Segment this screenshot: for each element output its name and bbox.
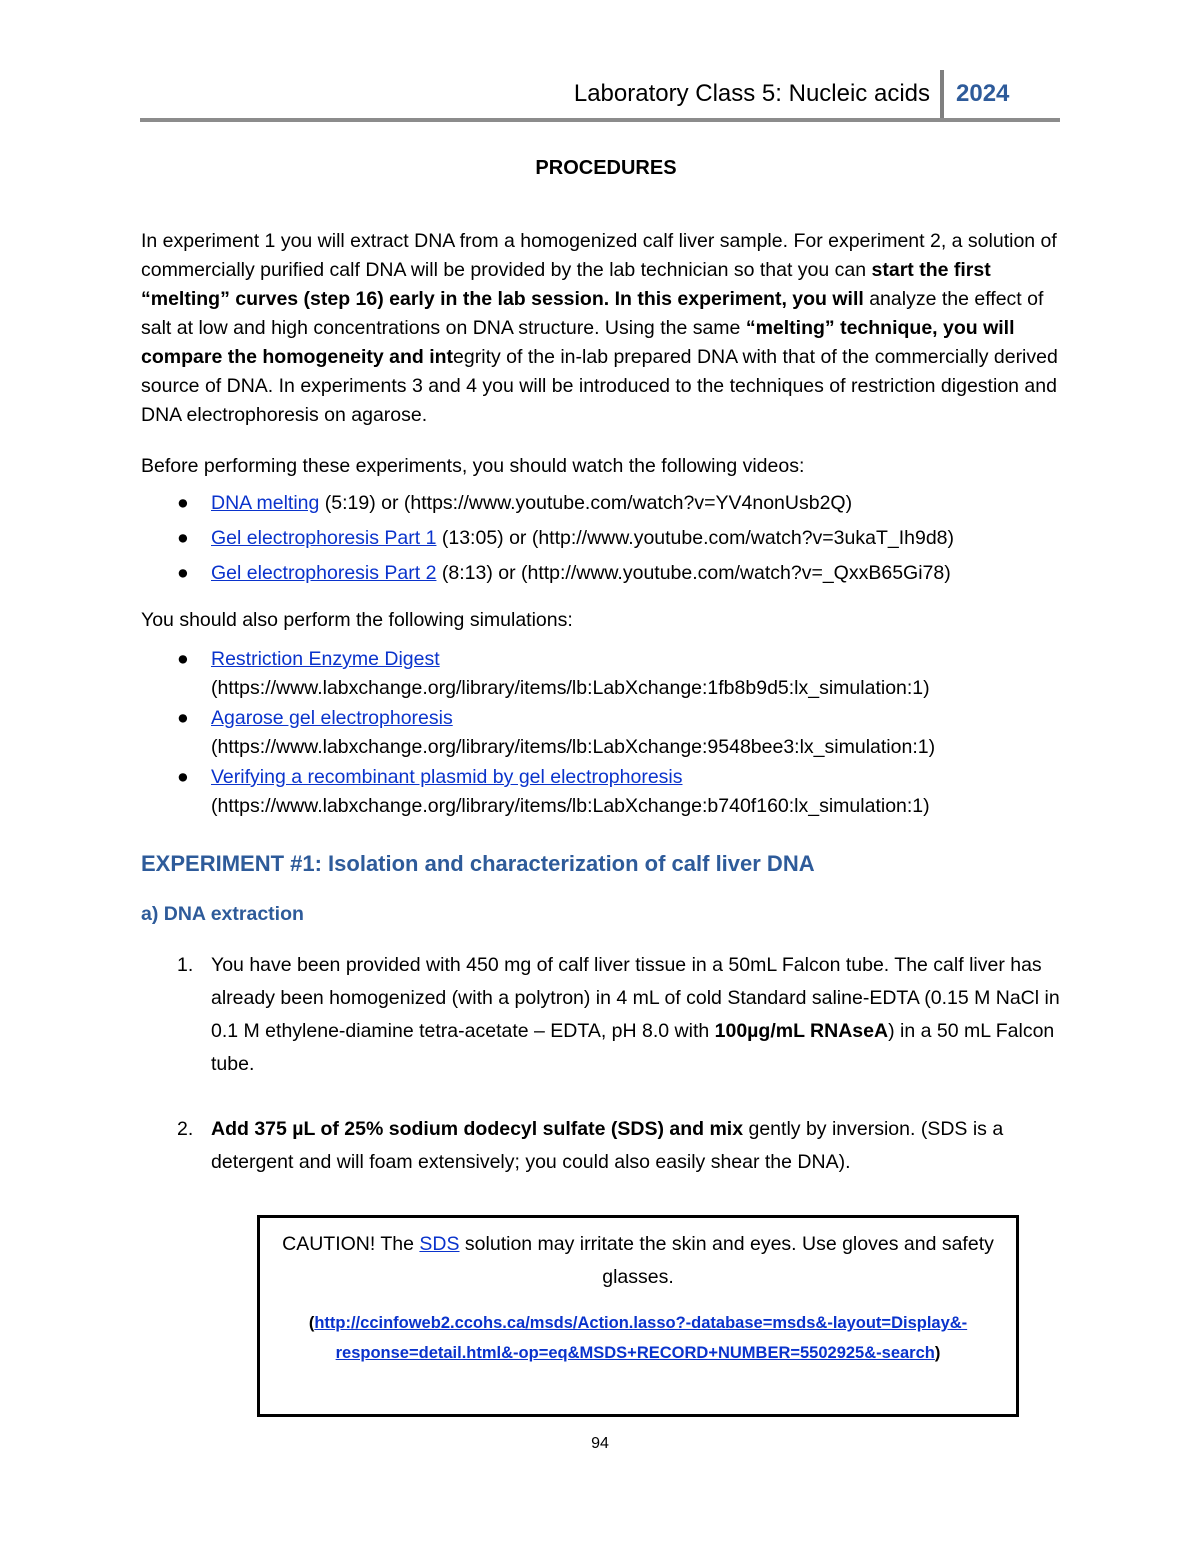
- page-header: [140, 70, 1060, 120]
- bullet-icon: ●: [177, 492, 189, 514]
- step-number: 2.: [177, 1118, 194, 1140]
- video-link-gel-part-2[interactable]: Gel electrophoresis Part 2: [211, 562, 437, 584]
- header-rule: [140, 118, 1060, 122]
- videos-intro: Before performing these experiments, you should watch the following videos:: [141, 455, 805, 477]
- sim-link-agarose-gel[interactable]: Agarose gel electrophoresis: [211, 707, 453, 729]
- intro-paragraph: [141, 227, 1071, 430]
- list-item: [141, 763, 1071, 821]
- bullet-icon: ●: [177, 562, 189, 584]
- sim-url: (https://www.labxchange.org/library/items/lb:LabXchange:b740f160:lx_simulation:1): [211, 795, 930, 817]
- list-item: [141, 489, 1071, 518]
- sim-link-recombinant-plasmid[interactable]: Verifying a recombinant plasmid by gel electrophoresis: [211, 766, 683, 788]
- list-item: [141, 645, 1071, 703]
- step-text: You have been provided with 450 mg of calf liver tissue in a 50mL Falcon tube. The calf liver has already been homogenized (with a polytron) in 4 mL of cold Standard saline-EDTA (0.15 M NaCl in 0.1 M ethylene-diamine tetra-acetate – EDTA, pH 8.0 with: [211, 954, 1060, 1042]
- step-list: [141, 949, 1071, 1179]
- step-text: ) in a 50 mL Falcon tube.: [211, 1020, 1055, 1075]
- page-title: PROCEDURES: [535, 157, 677, 179]
- video-detail: (13:05) or (http://www.youtube.com/watch?v=3ukaT_Ih9d8): [436, 527, 955, 549]
- video-detail: (5:19) or (https://www.youtube.com/watch?v=YV4nonUsb2Q): [319, 492, 853, 514]
- list-item: [141, 524, 1071, 553]
- video-detail: (8:13) or (http://www.youtube.com/watch?v=_QxxB65Gi78): [436, 562, 951, 584]
- paren-close: ): [934, 1344, 941, 1362]
- list-item: [141, 559, 1071, 588]
- step-number: 1.: [177, 954, 194, 976]
- step-bold: 100µg/mL RNAseA: [714, 1020, 889, 1042]
- video-link-gel-part-1[interactable]: Gel electrophoresis Part 1: [211, 527, 437, 549]
- intro-text-1: In experiment 1 you will extract DNA from a homogenized calf liver sample. For experiment 2, a solution of commercially purified calf DNA will be provided by the lab technician so that you can: [141, 230, 1057, 281]
- page-content: [141, 150, 1071, 1179]
- intro-bold-1: start the first “melting” curves (step 16) early in the lab session. In this experiment, you will: [141, 259, 991, 310]
- sds-link[interactable]: SDS: [419, 1233, 460, 1255]
- header-divider: [940, 70, 944, 122]
- intro-text-2: analyze the effect of salt at low and high concentrations on DNA structure. Using the same: [141, 288, 1044, 339]
- bullet-icon: ●: [177, 527, 189, 549]
- sim-url: (https://www.labxchange.org/library/items/lb:LabXchange:9548bee3:lx_simulation:1): [211, 736, 936, 758]
- header-year: 2024: [956, 80, 1010, 107]
- caution-text: [260, 1218, 1016, 1294]
- msds-link[interactable]: http://ccinfoweb2.ccohs.ca/msds/Action.lasso?-database=msds&-layout=Display&-response=detail.html&-op=eq&MSDS+RECORD+NUMBER=5502925&-search: [314, 1314, 968, 1362]
- intro-text-3: egrity of the in-lab prepared DNA with that of the commercially derived source of DNA. In experiments 3 and 4 you will be introduced to the techniques of restriction digestion and DNA electrophoresis on agarose.: [141, 346, 1058, 426]
- list-item: [141, 704, 1071, 762]
- paren-open: (: [308, 1314, 315, 1332]
- sim-link-restriction-digest[interactable]: Restriction Enzyme Digest: [211, 648, 440, 670]
- bullet-icon: ●: [177, 707, 189, 729]
- video-list: [141, 489, 1071, 588]
- caution-pre: CAUTION! The: [282, 1233, 420, 1255]
- step-item: [141, 949, 1071, 1081]
- experiment-subheading: a) DNA extraction: [141, 903, 304, 925]
- bullet-icon: ●: [177, 766, 189, 788]
- intro-bold-2: “melting” technique, you will compare the homogeneity and int: [141, 317, 1015, 368]
- sim-url: (https://www.labxchange.org/library/items/lb:LabXchange:1fb8b9d5:lx_simulation:1): [211, 677, 930, 699]
- video-link-dna-melting[interactable]: DNA melting: [211, 492, 320, 514]
- experiment-heading: EXPERIMENT #1: Isolation and characterization of calf liver DNA: [141, 851, 815, 876]
- caution-url-line: [260, 1308, 1016, 1368]
- simulations-intro: You should also perform the following simulations:: [141, 609, 573, 631]
- step-bold: Add 375 µL of 25% sodium dodecyl sulfate (SDS) and mix: [211, 1118, 744, 1140]
- step-item: [141, 1113, 1071, 1179]
- page-number: 94: [591, 1435, 609, 1452]
- header-title: Laboratory Class 5: Nucleic acids: [573, 80, 930, 107]
- caution-post: solution may irritate the skin and eyes. Use gloves and safety glasses.: [459, 1233, 994, 1288]
- bullet-icon: ●: [177, 648, 189, 670]
- simulation-list: [141, 645, 1071, 821]
- step-text: gently by inversion. (SDS is a detergent and will foam extensively; you could also easily shear the DNA).: [211, 1118, 1004, 1173]
- caution-box: [257, 1215, 1019, 1417]
